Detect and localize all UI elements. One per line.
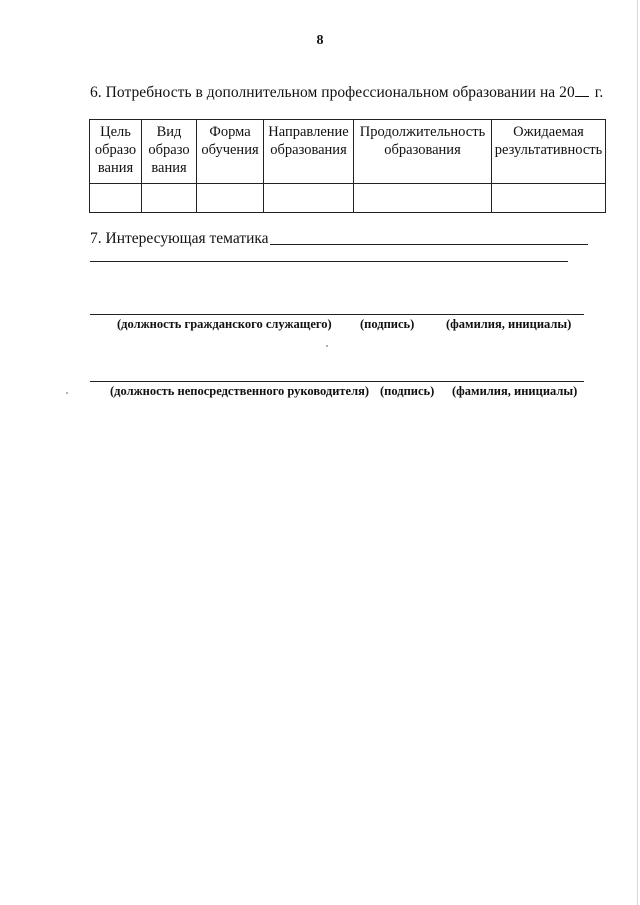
header-form-label: Форма обучения (201, 124, 259, 158)
header-direction-label: Направление образования (268, 124, 349, 158)
supervisor-name-caption: (фамилия, инициалы) (452, 384, 578, 398)
header-cell-results (492, 120, 606, 184)
employee-name-caption: (фамилия, инициалы) (446, 317, 572, 331)
year-blank-field[interactable] (575, 84, 589, 97)
section-6-title (90, 84, 603, 102)
section-6-title-text: 6. Потребность в дополнительном профессиональном образовании на 20 (90, 84, 575, 101)
table-row (90, 184, 606, 213)
table-cell-form[interactable] (197, 184, 264, 213)
section-6-year-suffix: г. (594, 84, 604, 101)
header-cell-duration (354, 120, 492, 184)
table-cell-duration[interactable] (354, 184, 492, 213)
topics-input-line-1[interactable] (270, 244, 588, 245)
scan-speck (326, 345, 328, 347)
employee-signature-caption: (подпись) (360, 317, 415, 331)
table-cell-results[interactable] (492, 184, 606, 213)
header-results-label: Ожидаемая результативность (494, 124, 603, 158)
supervisor-signature-line[interactable] (90, 381, 584, 382)
header-goal-label: Цель образо вания (94, 124, 137, 176)
page-edge-line (637, 0, 638, 905)
employee-signature-line[interactable] (90, 314, 584, 315)
page-number: 8 (316, 33, 324, 48)
header-cell-form (197, 120, 264, 184)
education-needs-table (89, 119, 606, 213)
table-header-row (90, 120, 606, 184)
header-cell-goal (90, 120, 142, 184)
scan-speck (66, 392, 68, 394)
table-cell-type[interactable] (142, 184, 197, 213)
table-cell-direction[interactable] (264, 184, 354, 213)
supervisor-signature-caption: (подпись) (380, 384, 435, 398)
topics-input-line-2[interactable] (90, 261, 568, 262)
header-duration-label: Продолжительность образования (359, 124, 486, 158)
supervisor-position-caption: (должность непосредственного руководителя) (110, 384, 370, 398)
header-type-label: Вид образо вания (148, 124, 190, 176)
header-cell-direction (264, 120, 354, 184)
employee-position-caption: (должность гражданского служащего) (117, 317, 332, 331)
header-cell-type (142, 120, 197, 184)
table-cell-goal[interactable] (90, 184, 142, 213)
section-7-label: 7. Интересующая тематика (90, 230, 269, 247)
